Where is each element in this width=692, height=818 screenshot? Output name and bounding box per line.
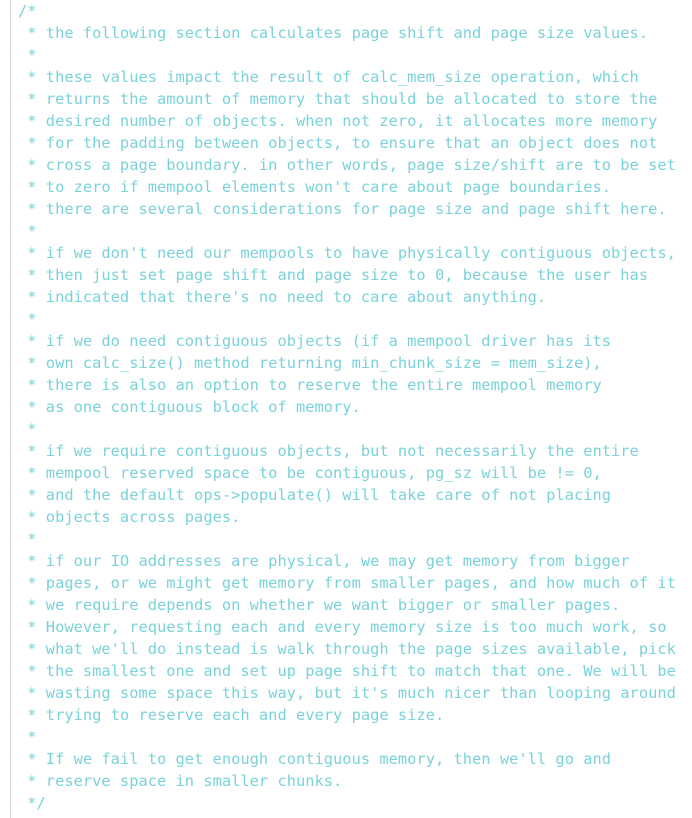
code-line: * the smallest one and set up page shift to match that one. We will be	[18, 662, 676, 680]
code-line: * there is also an option to reserve the entire mempool memory	[18, 376, 602, 394]
code-line: * pages, or we might get memory from smaller pages, and how much of it	[18, 574, 676, 592]
code-line: * own calc_size() method returning min_chunk_size = mem_size),	[18, 354, 602, 372]
code-line: /*	[18, 2, 37, 20]
code-line: * objects across pages.	[18, 508, 241, 526]
code-line: * to zero if mempool elements won't care about page boundaries.	[18, 178, 612, 196]
code-line: * indicated that there's no need to care about anything.	[18, 288, 547, 306]
code-line: *	[18, 728, 37, 746]
code-line: * we require depends on whether we want bigger or smaller pages.	[18, 596, 621, 614]
code-line: * If we fail to get enough contiguous memory, then we'll go and	[18, 750, 612, 768]
code-line: * if our IO addresses are physical, we may get memory from bigger	[18, 552, 630, 570]
code-line: * reserve space in smaller chunks.	[18, 772, 343, 790]
code-line: * for the padding between objects, to ensure that an object does not	[18, 134, 658, 152]
code-line: * returns the amount of memory that should be allocated to store the	[18, 90, 658, 108]
code-line: * these values impact the result of calc_mem_size operation, which	[18, 68, 639, 86]
code-line: * trying to reserve each and every page size.	[18, 706, 445, 724]
code-line: *	[18, 530, 37, 548]
code-line: * and the default ops->populate() will take care of not placing	[18, 486, 612, 504]
code-line: * what we'll do instead is walk through the page sizes available, pick	[18, 640, 676, 658]
code-line: *	[18, 310, 37, 328]
code-line: * desired number of objects. when not zero, it allocates more memory	[18, 112, 658, 130]
code-line: * if we do need contiguous objects (if a mempool driver has its	[18, 332, 612, 350]
code-line: * cross a page boundary. in other words, page size/shift are to be set	[18, 156, 676, 174]
code-line: *	[18, 420, 37, 438]
code-line: * there are several considerations for page size and page shift here.	[18, 200, 667, 218]
code-line: * then just set page shift and page size to 0, because the user has	[18, 266, 649, 284]
code-line: * if we don't need our mempools to have physically contiguous objects,	[18, 244, 676, 262]
code-line: * as one contiguous block of memory.	[18, 398, 361, 416]
code-line: * wasting some space this way, but it's much nicer than looping around	[18, 684, 676, 702]
code-line: * the following section calculates page shift and page size values.	[18, 24, 649, 42]
code-line: */	[18, 794, 46, 812]
code-line: *	[18, 222, 37, 240]
code-line: * However, requesting each and every memory size is too much work, so	[18, 618, 667, 636]
code-line: * if we require contiguous objects, but not necessarily the entire	[18, 442, 639, 460]
code-line: * mempool reserved space to be contiguous, pg_sz will be != 0,	[18, 464, 602, 482]
code-line: *	[18, 46, 37, 64]
